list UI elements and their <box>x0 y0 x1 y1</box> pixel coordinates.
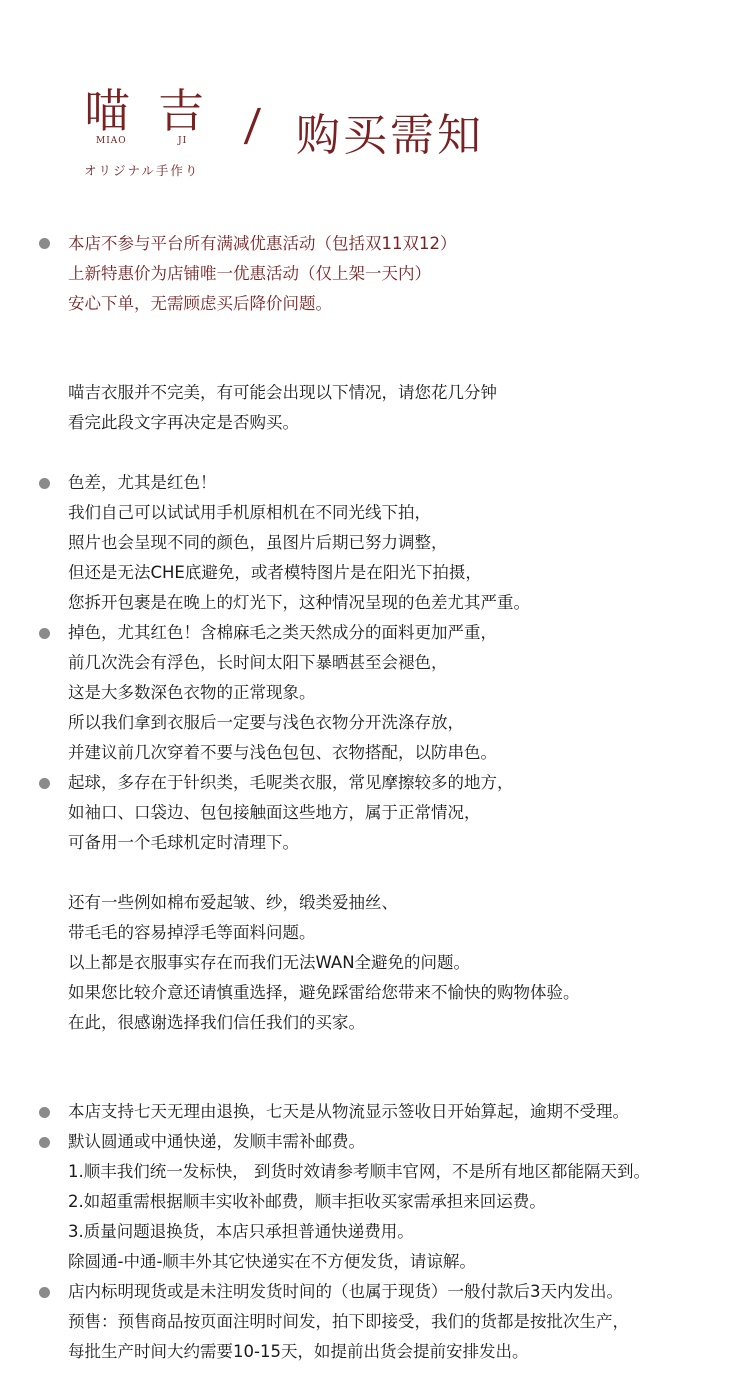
notice-line: 安心下单，无需顾虑买后降价问题。 <box>68 294 332 313</box>
bullet-dot <box>39 238 50 249</box>
logo-sub-miao: MIAO <box>96 136 127 146</box>
more-line: 带毛毛的容易掉浮毛等面料问题。 <box>68 923 316 942</box>
policy-line: 店内标明现货或是未注明发货时间的（也属于现货）一般付款后3天内发出。 <box>68 1282 623 1301</box>
policy-line: 本店支持七天无理由退换，七天是从物流显示签收日开始算起，逾期不受理。 <box>68 1102 629 1121</box>
policy-line: 除圆通-中通-顺丰外其它快递实在不方便发货，请谅解。 <box>68 1252 476 1271</box>
policy-line: 默认圆通或中通快递，发顺丰需补邮费。 <box>68 1132 365 1151</box>
bullet-dot <box>39 1287 50 1298</box>
logo-char-miao: 喵 <box>84 84 130 138</box>
policy-line: 预售：预售商品按页面注明时间发，拍下即接受，我们的货都是按批次生产， <box>68 1312 629 1331</box>
page-title: 购买需知 <box>296 110 484 161</box>
policy-line: 每批生产时间大约需要10-15天，如提前出货会提前安排发出。 <box>68 1342 529 1361</box>
more-line: 还有一些例如棉布爱起皱、纱，缎类爱抽丝、 <box>68 893 398 912</box>
bullet-dot <box>39 1107 50 1118</box>
notice-line: 上新特惠价为店铺唯一优惠活动（仅上架一天内） <box>68 264 431 283</box>
policy-line: 3.质量问题退换货，本店只承担普通快递费用。 <box>68 1222 414 1241</box>
issue-line: 可备用一个毛球机定时清理下。 <box>68 833 299 852</box>
more-line: 如果您比较介意还请慎重选择，避免踩雷给您带来不愉快的购物体验。 <box>68 983 580 1002</box>
bullet-dot <box>39 1137 50 1148</box>
issue-line: 这是大多数深色衣物的正常现象。 <box>68 683 316 702</box>
issue-line: 色差，尤其是红色！ <box>68 473 217 492</box>
issue-line: 掉色，尤其红色！含棉麻毛之类天然成分的面料更加严重， <box>68 623 497 642</box>
bullet-dot <box>39 778 50 789</box>
issue-line: 您拆开包裹是在晚上的灯光下，这种情况呈现的色差尤其严重。 <box>68 593 530 612</box>
logo-tagline: オリジナル手作り <box>84 163 200 178</box>
bullet-dot <box>39 628 50 639</box>
issue-line: 如袖口、口袋边、包包接触面这些地方，属于正常情况， <box>68 803 481 822</box>
policy-line: 1.顺丰我们统一发标快， 到货时效请参考顺丰官网，不是所有地区都能隔天到。 <box>68 1162 650 1181</box>
intro-line: 看完此段文字再决定是否购买。 <box>68 413 299 432</box>
intro-line: 喵吉衣服并不完美，有可能会出现以下情况，请您花几分钟 <box>68 383 497 402</box>
issue-line: 起球，多存在于针织类，毛呢类衣服，常见摩擦较多的地方， <box>68 773 514 792</box>
more-line: 以上都是衣服事实存在而我们无法WAN全避免的问题。 <box>68 953 471 972</box>
issue-line: 所以我们拿到衣服后一定要与浅色衣物分开洗涤存放， <box>68 713 464 732</box>
issue-line: 前几次洗会有浮色，长时间太阳下暴晒甚至会褪色， <box>68 653 448 672</box>
title-separator: / <box>243 100 262 151</box>
policy-line: 2.如超重需根据顺丰实收补邮费，顺丰拒收买家需承担来回运费。 <box>68 1192 546 1211</box>
issue-line: 但还是无法CHE底避免，或者模特图片是在阳光下拍摄， <box>68 563 482 582</box>
issue-line: 并建议前几次穿着不要与浅色包包、衣物搭配，以防串色。 <box>68 743 497 762</box>
logo-sub-ji: JI <box>178 136 188 146</box>
issue-line: 照片也会呈现不同的颜色，虽图片后期已努力调整， <box>68 533 448 552</box>
bullet-dot <box>39 478 50 489</box>
more-line: 在此，很感谢选择我们信任我们的买家。 <box>68 1013 365 1032</box>
notice-line: 本店不参与平台所有满减优惠活动（包括双11双12） <box>68 234 457 253</box>
issue-line: 我们自己可以试试用手机原相机在不同光线下拍， <box>68 503 431 522</box>
logo-char-ji: 吉 <box>158 84 204 138</box>
